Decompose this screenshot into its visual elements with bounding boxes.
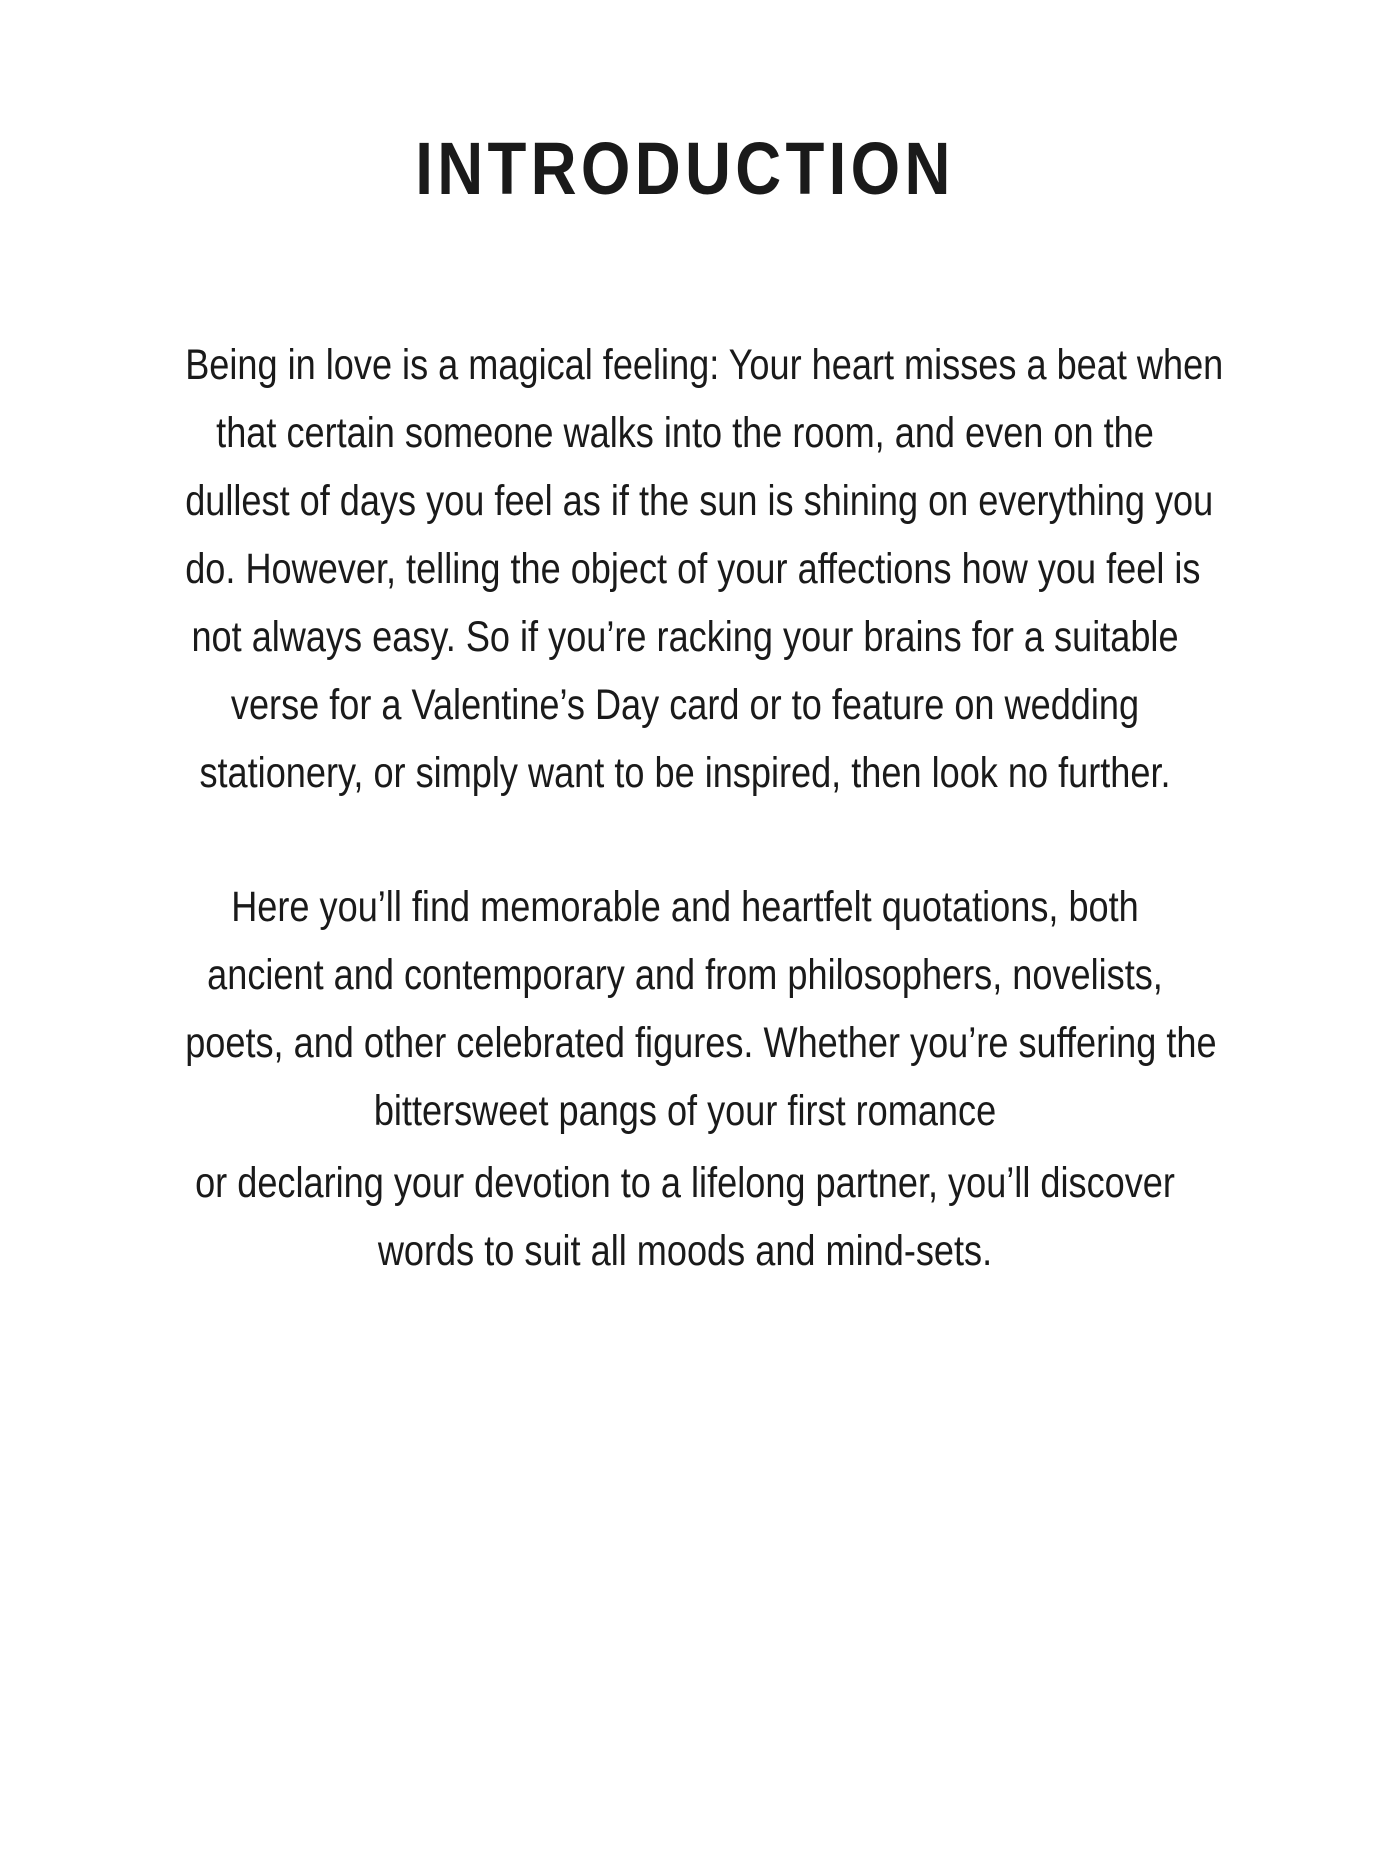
paragraph-line: do. However, telling the object of your affections how you feel is <box>185 545 1201 593</box>
paragraph-line: poets, and other celebrated figures. Whether you’re suffering the <box>185 1019 1217 1067</box>
page-title: INTRODUCTION <box>415 127 955 210</box>
paragraph-line: that certain someone walks into the room, and even on the <box>216 409 1154 457</box>
paragraph-line: Being in love is a magical feeling: Your heart misses a beat when <box>185 341 1224 389</box>
intro-paragraph-1 <box>90 331 1280 807</box>
paragraph-line: not always easy. So if you’re racking your brains for a suitable <box>191 613 1179 661</box>
intro-paragraph-2 <box>90 873 1280 1285</box>
paragraph-line: words to suit all moods and mind-sets. <box>377 1227 993 1275</box>
paragraph-line: Here you’ll find memorable and heartfelt quotations, both <box>231 883 1139 931</box>
paragraph-line: or declaring your devotion to a lifelong partner, you’ll discover <box>195 1159 1175 1207</box>
paragraph-line: ancient and contemporary and from philosophers, novelists, <box>207 951 1163 999</box>
paragraph-line: stationery, or simply want to be inspired, then look no further. <box>199 749 1171 797</box>
paragraph-line: verse for a Valentine’s Day card or to feature on wedding <box>230 681 1140 729</box>
paragraph-line: bittersweet pangs of your first romance <box>373 1087 997 1135</box>
paragraph-line: dullest of days you feel as if the sun is shining on everything you <box>185 477 1214 525</box>
